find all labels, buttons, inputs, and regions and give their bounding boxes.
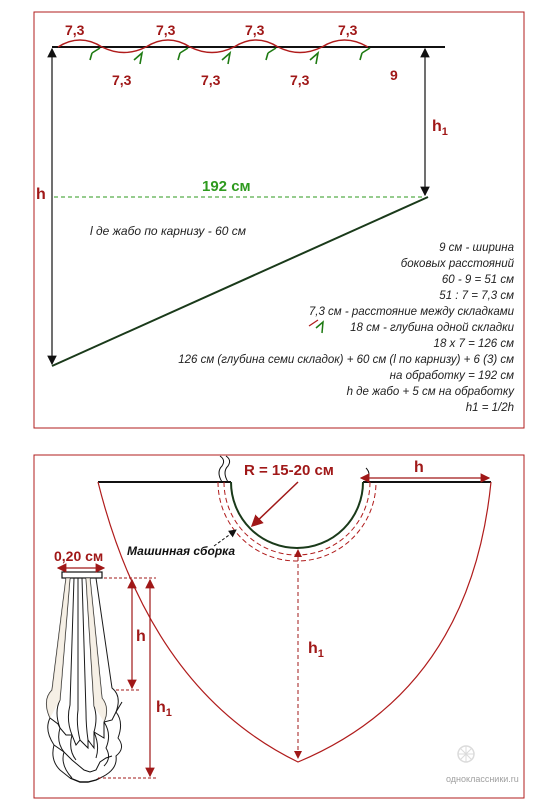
pleat-bottom-label-2: 7,3 [201,72,221,88]
note-line: на обработку = 192 см [389,370,514,382]
pleat-bottom-label-1: 7,3 [112,72,132,88]
note-line: 60 - 9 = 51 см [441,274,514,286]
note-line: 126 см (глубина семи складок) + 60 см (l по карнизу) + 6 (3) см [178,354,514,366]
jabot-h-label: h [136,628,146,645]
bottom-h-label: h [414,459,424,476]
pleat-top-label-4: 7,3 [338,22,358,38]
note-line: 7,3 см - расстояние между складками [308,306,514,318]
bottom-h1-label: $h_1$ [308,640,324,660]
gather-label: Машинная сборка [127,544,236,558]
radius-label: R = 15-20 см [244,462,334,479]
jabot-h1-label: $h_1$ [156,699,172,719]
pleat-top-label-3: 7,3 [245,22,265,38]
fan-shape [98,482,491,762]
pleat-top-label-1: 7,3 [65,22,85,38]
pleat-markers [90,48,370,64]
cornice-note: l де жабо по карнизу - 60 см [90,224,246,238]
calculation-notes [114,240,514,416]
note-line: h1 = 1/2h [465,402,514,414]
note-line: 18 см - глубина одной складки [350,322,514,334]
note-line: 51 : 7 = 7,3 см [439,290,514,302]
h-label: h [36,186,46,203]
watermark-logo [458,746,474,762]
fan-outline [98,482,491,762]
note-line: 18 х 7 = 126 см [433,338,514,350]
pleat-bottom-label-3: 7,3 [290,72,310,88]
width-label: 192 см [202,178,251,195]
gather-stitch-line [224,482,370,555]
note-line: боковых расстояний [400,258,514,270]
h1-label: $h_1$ [432,118,448,138]
pleat-top-label-2: 7,3 [156,22,176,38]
note-line: 9 см - ширина [439,242,514,254]
jabot-width-label: 0,20 см [54,548,104,564]
side-distance-label: 9 [390,67,398,83]
watermark-text: одноклассники.ru [446,774,519,784]
thread-icon [219,456,224,482]
radius-arrow [252,482,298,526]
note-line: h де жабо + 5 см на обработку [346,386,514,398]
